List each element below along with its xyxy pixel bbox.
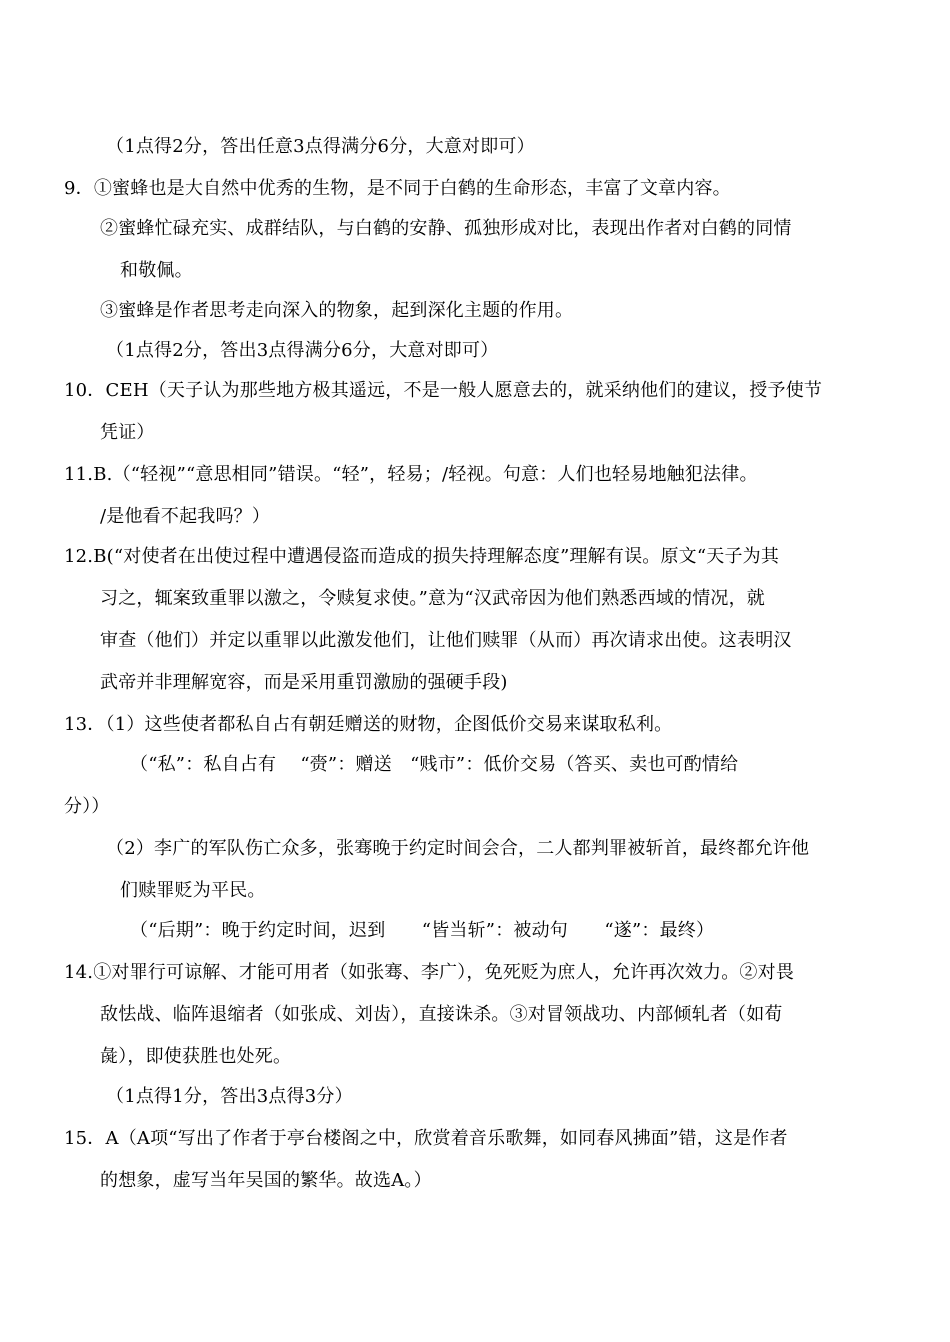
q14-answer-cont-2: 彘），即使获胜也处死。 — [100, 1046, 292, 1067]
q9-answer-point-2: ②蜜蜂忙碌充实、成群结队，与白鹤的安静、孤独形成对比，表现出作者对白鹤的同情 — [100, 218, 792, 239]
q8-scoring-note: （1点得2分，答出任意3点得满分6分，大意对即可） — [106, 136, 535, 157]
q9-answer-point-2-cont: 和敬佩。 — [120, 260, 193, 281]
q10-answer: 10．CEH（天子认为那些地方极其遥远，不是一般人愿意去的，就采纳他们的建议，授予使节 — [64, 380, 823, 401]
q14-scoring-note: （1点得1分，答出3点得3分） — [106, 1086, 353, 1107]
q13-part1-keypoints-cont: 分）） — [64, 796, 110, 817]
q13-part2-answer: （2）李广的军队伤亡众多，张骞晚于约定时间会合，二人都判罪被斩首，最终都允许他 — [106, 838, 810, 859]
q12-answer-cont-3: 武帝并非理解宽容，而是采用重罚激励的强硬手段) — [100, 672, 508, 693]
q14-answer-cont-1: 敌怯战、临阵退缩者（如张成、刘齿），直接诛杀。③对冒领战功、内部倾轧者（如荀 — [100, 1004, 783, 1025]
q13-part2-keypoints: （“后期”：晚于约定时间，迟到 “皆当斩”：被动句 “遂”：最终） — [130, 920, 715, 941]
q11-answer: 11.B.（“轻视”“意思相同”错误。“轻”，轻易；/轻视。句意：人们也轻易地触犯法律。 — [64, 464, 758, 485]
q14-answer: 14.①对罪行可谅解、才能可用者（如张骞、李广），免死贬为庶人，允许再次效力。②对畏 — [64, 962, 795, 983]
q12-answer: 12.B(“对使者在出使过程中遭遇侵盗而造成的损失持理解态度”理解有误。原文“天子为其 — [64, 546, 780, 567]
q9-answer-point-1: 9．①蜜蜂也是大自然中优秀的生物，是不同于白鹤的生命形态，丰富了文章内容。 — [64, 178, 731, 199]
q11-answer-cont: /是他看不起我吗？） — [100, 506, 271, 527]
q13-part1-keypoints: （“私”：私自占有 “赍”：赠送 “贱市”：低价交易（答买、卖也可酌情给 — [130, 754, 739, 775]
q15-answer: 15．A（A项“写出了作者于亭台楼阁之中，欣赏着音乐歌舞，如同春风拂面”错，这是作者 — [64, 1128, 788, 1149]
q10-answer-cont: 凭证） — [100, 422, 155, 443]
q12-answer-cont-2: 审查（他们）并定以重罪以此激发他们，让他们赎罪（从而）再次请求出使。这表明汉 — [100, 630, 792, 651]
q9-scoring-note: （1点得2分，答出3点得满分6分，大意对即可） — [106, 340, 499, 361]
q15-answer-cont: 的想象，虚写当年吴国的繁华。故选A。） — [100, 1170, 432, 1191]
q13-part2-answer-cont: 们赎罪贬为平民。 — [120, 880, 266, 901]
q13-part1-answer: 13．（1）这些使者都私自占有朝廷赠送的财物，企图低价交易来谋取私利。 — [64, 714, 673, 735]
q9-answer-point-3: ③蜜蜂是作者思考走向深入的物象，起到深化主题的作用。 — [100, 300, 574, 321]
q12-answer-cont-1: 习之，辄案致重罪以激之，令赎复求使。”意为“汉武帝因为他们熟悉西域的情况，就 — [100, 588, 766, 609]
